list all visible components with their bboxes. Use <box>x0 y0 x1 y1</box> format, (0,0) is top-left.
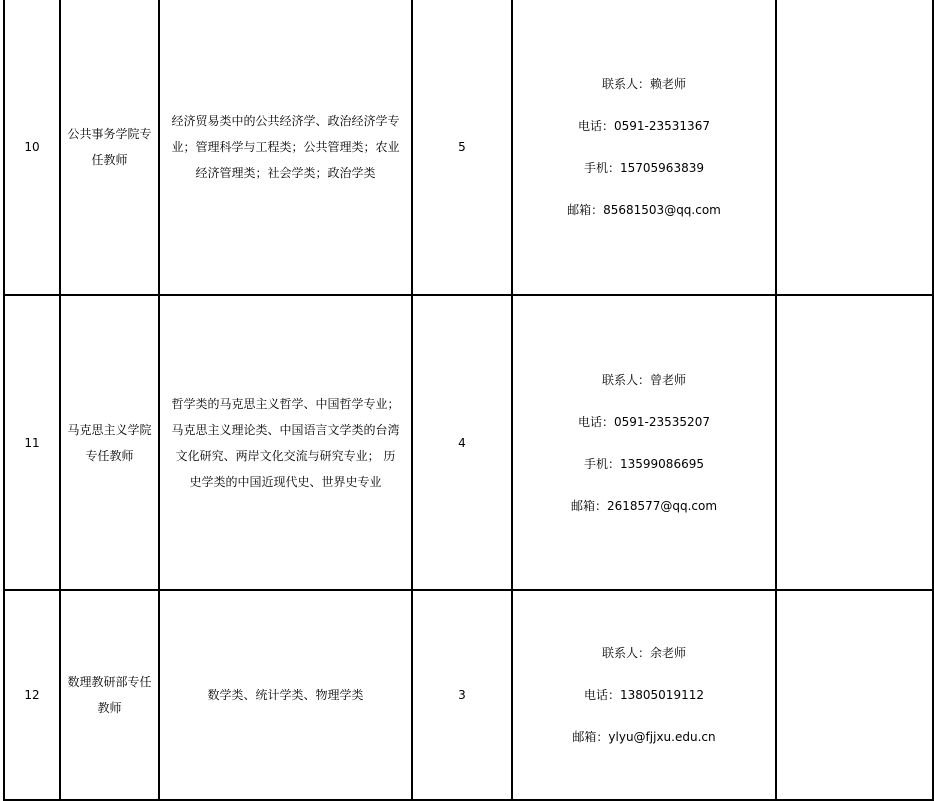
position-cell <box>60 0 159 295</box>
remark-cell <box>776 590 933 800</box>
contact-phone: 电话：13805019112 <box>584 687 704 702</box>
majors-line: 史学类的中国近现代史、世界史专业 <box>189 474 382 489</box>
table-row <box>4 590 933 800</box>
position-cell <box>60 590 159 800</box>
contact-cell <box>512 590 776 800</box>
remark-cell <box>776 295 933 589</box>
row-number: 11 <box>4 295 60 589</box>
table-row <box>4 0 933 295</box>
majors-line: 经济管理类；社会学类；政治学类 <box>195 166 376 181</box>
contact-mobile: 手机：13599086695 <box>584 456 704 471</box>
majors-line: 数学类、统计学类、物理学类 <box>207 687 364 702</box>
headcount-cell: 3 <box>412 590 512 800</box>
majors-cell <box>159 295 412 589</box>
contact-cell <box>512 0 776 295</box>
contact-email: 邮箱：ylyu@fjjxu.edu.cn <box>572 729 716 744</box>
majors-line: 哲学类的马克思主义哲学、中国哲学专业； <box>171 396 400 411</box>
contact-person: 联系人：曾老师 <box>601 372 686 387</box>
majors-line: 经济贸易类中的公共经济学、政治经济学专 <box>171 114 400 129</box>
recruitment-table <box>3 0 934 801</box>
position-cell <box>60 295 159 589</box>
contact-phone: 电话：0591-23531367 <box>578 119 710 134</box>
majors-line: 文化研究、两岸文化交流与研究专业； 历 <box>175 448 396 463</box>
headcount-cell: 4 <box>412 295 512 589</box>
position-line: 专任教师 <box>85 448 134 463</box>
contact-phone: 电话：0591-23535207 <box>578 414 710 429</box>
headcount-cell: 5 <box>412 0 512 295</box>
contact-mobile: 手机：15705963839 <box>584 161 704 176</box>
contact-email: 邮箱：85681503@qq.com <box>567 203 721 218</box>
majors-line: 业；管理科学与工程类；公共管理类；农业 <box>171 140 400 155</box>
position-line: 任教师 <box>91 153 128 168</box>
contact-person: 联系人：赖老师 <box>601 77 686 92</box>
majors-line: 马克思主义理论类、中国语言文学类的台湾 <box>171 422 400 437</box>
row-number: 10 <box>4 0 60 295</box>
majors-cell <box>159 0 412 295</box>
remark-cell <box>776 0 933 295</box>
position-line: 马克思主义学院 <box>67 422 152 437</box>
position-line: 数理教研部专任 <box>67 674 152 689</box>
majors-cell <box>159 590 412 800</box>
position-line: 公共事务学院专 <box>67 127 152 142</box>
position-line: 教师 <box>97 700 122 715</box>
contact-person: 联系人：余老师 <box>601 645 686 660</box>
row-number: 12 <box>4 590 60 800</box>
contact-cell <box>512 295 776 589</box>
contact-email: 邮箱：2618577@qq.com <box>570 498 718 513</box>
table-row <box>4 295 933 589</box>
